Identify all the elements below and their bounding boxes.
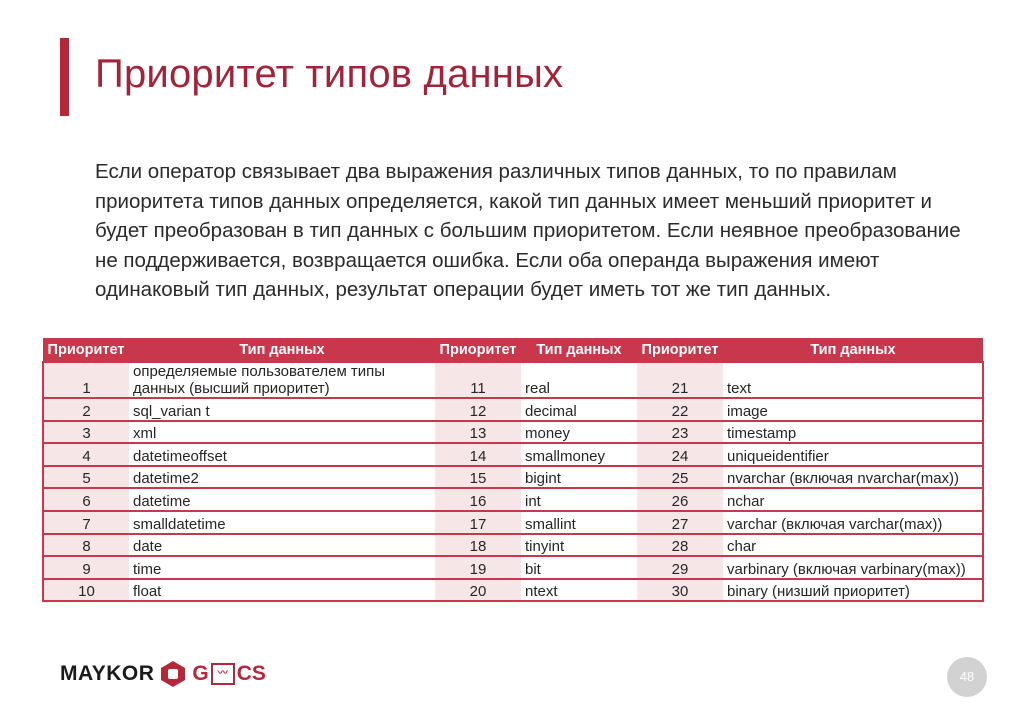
- priority-cell: 24: [637, 443, 723, 466]
- type-cell: date: [129, 534, 435, 557]
- priority-cell: 7: [43, 511, 129, 534]
- type-cell: money: [521, 421, 637, 444]
- type-cell: smallint: [521, 511, 637, 534]
- logo-box-icon: 〰: [211, 663, 235, 685]
- type-cell: decimal: [521, 398, 637, 421]
- table-row: [43, 579, 983, 602]
- priority-cell: 5: [43, 466, 129, 489]
- type-cell: tinyint: [521, 534, 637, 557]
- type-cell: varchar (включая varchar(max)): [723, 511, 983, 534]
- priority-cell: 10: [43, 579, 129, 602]
- priority-cell: 18: [435, 534, 521, 557]
- priority-cell: 16: [435, 488, 521, 511]
- priority-cell: 17: [435, 511, 521, 534]
- type-cell: time: [129, 556, 435, 579]
- priority-cell: 22: [637, 398, 723, 421]
- table-row: [43, 362, 983, 398]
- type-cell: xml: [129, 421, 435, 444]
- type-cell: smalldatetime: [129, 511, 435, 534]
- type-cell: nchar: [723, 488, 983, 511]
- type-cell: smallmoney: [521, 443, 637, 466]
- title-accent-bar: [60, 38, 69, 116]
- priority-cell: 4: [43, 443, 129, 466]
- header-type-2: Тип данных: [521, 338, 637, 362]
- priority-cell: 25: [637, 466, 723, 489]
- table-row: [43, 466, 983, 489]
- company-logo: [60, 660, 266, 688]
- type-cell: text: [723, 362, 983, 398]
- type-cell: определяемые пользователем типы данных (высший приоритет): [129, 362, 435, 398]
- priority-cell: 28: [637, 534, 723, 557]
- page-number-badge: 48: [947, 657, 987, 697]
- priority-cell: 11: [435, 362, 521, 398]
- table-row: [43, 421, 983, 444]
- priority-cell: 1: [43, 362, 129, 398]
- type-cell: datetimeoffset: [129, 443, 435, 466]
- priority-cell: 14: [435, 443, 521, 466]
- type-cell: timestamp: [723, 421, 983, 444]
- type-cell: sql_varian t: [129, 398, 435, 421]
- priority-cell: 26: [637, 488, 723, 511]
- table-header-row: [43, 338, 983, 362]
- header-priority-3: Приоритет: [637, 338, 723, 362]
- header-priority-2: Приоритет: [435, 338, 521, 362]
- header-type-1: Тип данных: [129, 338, 435, 362]
- type-cell: varbinary (включая varbinary(max)): [723, 556, 983, 579]
- logo-gcs: [192, 662, 266, 686]
- hexagon-logo-icon: [160, 660, 186, 688]
- header-type-3: Тип данных: [723, 338, 983, 362]
- body-paragraph: Если оператор связывает два выражения различных типов данных, то по правилам приоритета типов данных определяется, какой тип данных имеет меньший приоритет и будет преобразован в тип данных с большим приоритетом. Если неявное преобразование не поддерживается, возвращается ошибка. Если оба операнда выражения имеют одинаковый тип данных, результат операции будет иметь тот же тип данных.: [95, 160, 961, 301]
- table-row: [43, 534, 983, 557]
- priority-cell: 3: [43, 421, 129, 444]
- priority-cell: 20: [435, 579, 521, 602]
- table-row: [43, 488, 983, 511]
- table-row: [43, 511, 983, 534]
- logo-cs-text: CS: [236, 662, 266, 685]
- table-row: [43, 556, 983, 579]
- logo-maykor-text: MAYKOR: [60, 662, 155, 685]
- type-cell: image: [723, 398, 983, 421]
- type-cell: float: [129, 579, 435, 602]
- type-cell: char: [723, 534, 983, 557]
- priority-cell: 13: [435, 421, 521, 444]
- type-cell: datetime2: [129, 466, 435, 489]
- priority-cell: 2: [43, 398, 129, 421]
- priority-cell: 6: [43, 488, 129, 511]
- priority-cell: 21: [637, 362, 723, 398]
- priority-cell: 23: [637, 421, 723, 444]
- type-cell: bigint: [521, 466, 637, 489]
- type-cell: bit: [521, 556, 637, 579]
- priority-cell: 19: [435, 556, 521, 579]
- priority-cell: 27: [637, 511, 723, 534]
- priority-table: [42, 338, 984, 602]
- type-cell: real: [521, 362, 637, 398]
- priority-cell: 12: [435, 398, 521, 421]
- type-cell: datetime: [129, 488, 435, 511]
- priority-cell: 8: [43, 534, 129, 557]
- priority-cell: 30: [637, 579, 723, 602]
- logo-g-text: G: [192, 662, 209, 685]
- priority-cell: 9: [43, 556, 129, 579]
- type-cell: ntext: [521, 579, 637, 602]
- type-cell: int: [521, 488, 637, 511]
- table-row: [43, 398, 983, 421]
- table-row: [43, 443, 983, 466]
- type-cell: uniqueidentifier: [723, 443, 983, 466]
- header-priority-1: Приоритет: [43, 338, 129, 362]
- page-title: Приоритет типов данных: [95, 52, 564, 96]
- priority-cell: 15: [435, 466, 521, 489]
- priority-cell: 29: [637, 556, 723, 579]
- type-cell: nvarchar (включая nvarchar(max)): [723, 466, 983, 489]
- type-cell: binary (низший приоритет): [723, 579, 983, 602]
